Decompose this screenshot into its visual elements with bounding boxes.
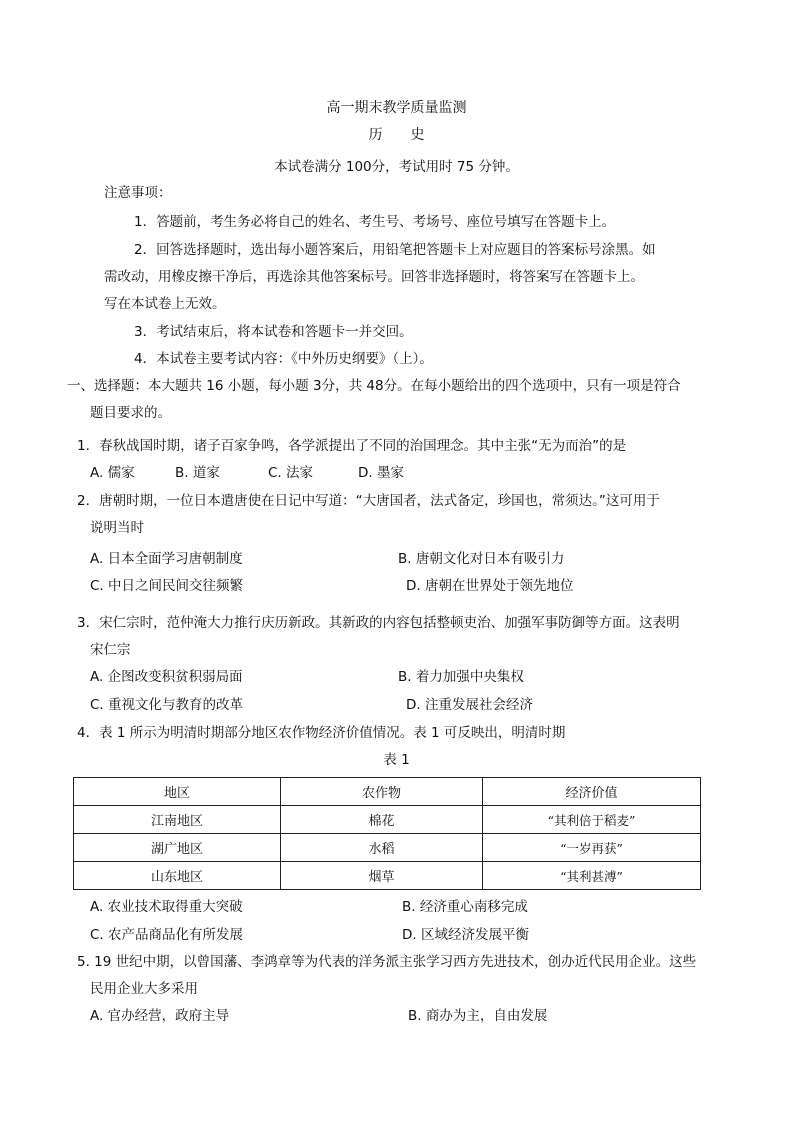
question-3-stem-line-1: 3．宋仁宗时，范仲淹大力推行庆历新政。其新政的内容包括整顿吏治、加强军事防御等方面。这表明: [77, 615, 680, 631]
question-5-option-b: B. 商办为主，自由发展: [408, 1008, 548, 1024]
table-cell: 烟草: [281, 862, 483, 890]
question-2-stem-line-1: 2．唐朝时期，一位日本遣唐使在日记中写道：“大唐国者，法式备定，珍国也，常须达。”这可用于: [77, 493, 660, 509]
table-cell: “一岁再获”: [483, 834, 701, 862]
table-cell: 江南地区: [74, 806, 281, 834]
table-cell: 山东地区: [74, 862, 281, 890]
section-heading-line-1: 一、选择题：本大题共 16 小题，每小题 3分，共 48分。在每小题给出的四个选项中，只有一项是符合: [67, 378, 681, 394]
table-row: [74, 806, 701, 834]
notice-item-2-line-1: 2．回答选择题时，选出每小题答案后，用铅笔把答题卡上对应题目的答案标号涂黑。如: [134, 242, 656, 258]
question-5-stem-line-2: 民用企业大多采用: [90, 981, 198, 997]
question-2-stem-line-2: 说明当时: [90, 520, 144, 536]
question-4-option-a: A. 农业技术取得重大突破: [90, 899, 243, 915]
question-5-stem-line-1: 5. 19 世纪中期，以曾国藩、李鸿章等为代表的洋务派主张学习西方先进技术，创办近代民用企业。这些: [77, 954, 697, 970]
question-3-option-b: B. 着力加强中央集权: [398, 669, 524, 685]
table-cell: “其利甚溥”: [483, 862, 701, 890]
question-1-option-d: D. 墨家: [358, 465, 404, 481]
table-header-row: [74, 778, 701, 806]
question-4-option-b: B. 经济重心南移完成: [402, 899, 528, 915]
notice-item-4: 4．本试卷主要考试内容：《中外历史纲要》（上）。: [134, 351, 433, 367]
question-1-option-c: C. 法家: [268, 465, 314, 481]
question-4-option-c: C. 农产品商品化有所发展: [90, 927, 244, 943]
crop-value-table: [73, 777, 701, 890]
table-cell: “其利倍于稻麦”: [483, 806, 701, 834]
question-3-option-a: A. 企图改变积贫积弱局面: [90, 669, 243, 685]
table-header-cell: 经济价值: [483, 778, 701, 806]
table-cell: 湖广地区: [74, 834, 281, 862]
question-2-option-c: C. 中日之间民间交往频繁: [90, 578, 244, 594]
exam-info: 本试卷满分 100分，考试用时 75 分钟。: [274, 159, 519, 175]
question-1-stem: 1．春秋战国时期，诸子百家争鸣，各学派提出了不同的治国理念。其中主张“无为而治”的是: [77, 438, 627, 454]
exam-title: 高一期末教学质量监测: [326, 100, 467, 116]
question-2-option-d: D. 唐朝在世界处于领先地位: [406, 578, 574, 594]
table-caption: 表 1: [383, 752, 410, 768]
question-3-stem-line-2: 宋仁宗: [90, 642, 131, 658]
table-header-cell: 农作物: [281, 778, 483, 806]
subject-title: 历 史: [368, 127, 425, 143]
table-row: [74, 834, 701, 862]
question-4-option-d: D. 区域经济发展平衡: [402, 927, 529, 943]
notice-item-3: 3．考试结束后，将本试卷和答题卡一并交回。: [134, 324, 413, 340]
question-3-option-d: D. 注重发展社会经济: [406, 697, 533, 713]
section-heading-line-2: 题目要求的。: [90, 405, 171, 421]
table-cell: 棉花: [281, 806, 483, 834]
table-row: [74, 862, 701, 890]
question-5-option-a: A. 官办经营，政府主导: [90, 1008, 230, 1024]
notice-item-2-line-2: 需改动，用橡皮擦干净后，再选涂其他答案标号。回答非选择题时，将答案写在答题卡上。: [104, 269, 644, 285]
question-2-option-b: B. 唐朝文化对日本有吸引力: [398, 551, 565, 567]
question-4-stem: 4．表 1 所示为明清时期部分地区农作物经济价值情况。表 1 可反映出，明清时期: [77, 725, 566, 741]
notice-item-1: 1．答题前，考生务必将自己的姓名、考生号、考场号、座位号填写在答题卡上。: [134, 214, 616, 230]
question-3-option-c: C. 重视文化与教育的改革: [90, 697, 244, 713]
question-1-option-a: A. 儒家: [90, 465, 135, 481]
question-1-option-b: B. 道家: [175, 465, 220, 481]
notice-item-2-line-3: 写在本试卷上无效。: [104, 296, 226, 312]
table-header-cell: 地区: [74, 778, 281, 806]
question-2-option-a: A. 日本全面学习唐朝制度: [90, 551, 243, 567]
notice-heading: 注意事项：: [104, 185, 172, 201]
table-cell: 水稻: [281, 834, 483, 862]
